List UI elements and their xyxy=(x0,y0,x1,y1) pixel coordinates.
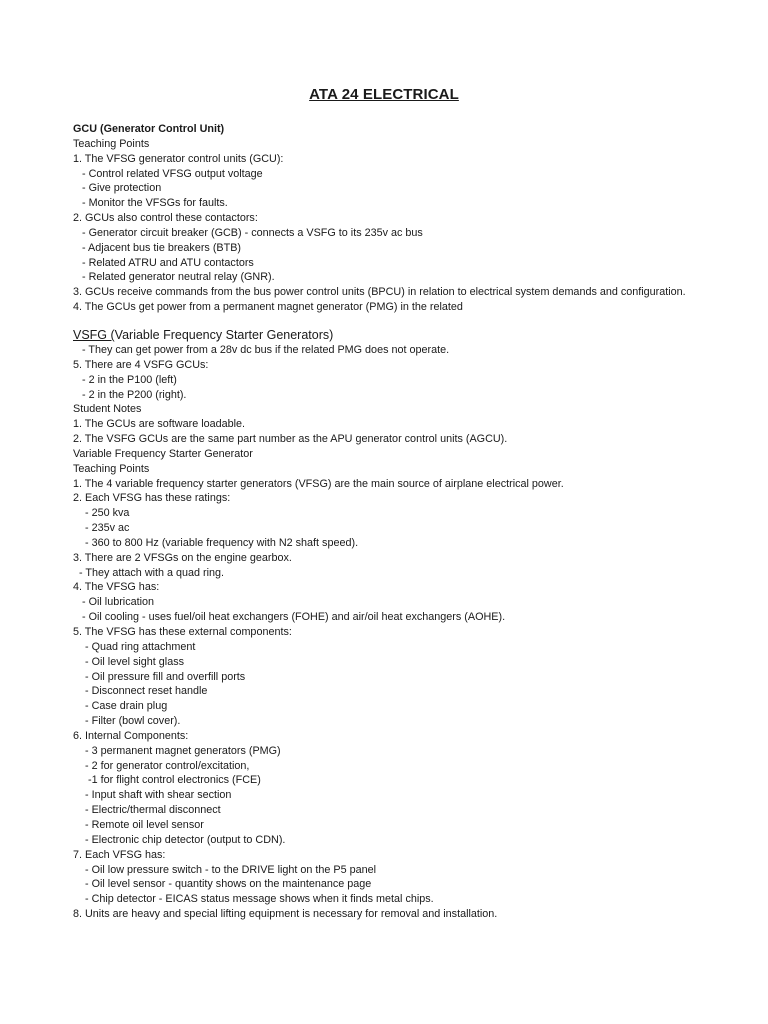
vsfg-section-line: - Oil cooling - uses fuel/oil heat exchangers (FOHE) and air/oil heat exchangers (AOHE). xyxy=(73,611,506,624)
vsfg-section-line: 7. Each VFSG has: xyxy=(73,848,166,861)
gcu-section-line: 3. GCUs receive commands from the bus power control units (BPCU) in relation to electrical system demands and configuration. xyxy=(73,286,686,299)
vsfg-section-line: - Oil low pressure switch - to the DRIVE light on the P5 panel xyxy=(73,863,377,876)
gcu-section-line: - Generator circuit breaker (GCB) - connects a VSFG to its 235v ac bus xyxy=(73,226,423,239)
vsfg-section xyxy=(73,343,713,922)
vsfg-section-line: - Oil lubrication xyxy=(73,596,155,609)
vsfg-section-line: - Electric/thermal disconnect xyxy=(73,804,221,817)
vsfg-section-line: 5. There are 4 VSFG GCUs: xyxy=(73,358,209,371)
document-body xyxy=(73,122,713,922)
vsfg-section-line: - Quad ring attachment xyxy=(73,640,196,653)
vsfg-section-line: 8. Units are heavy and special lifting equipment is necessary for removal and installation. xyxy=(73,908,498,921)
vsfg-section-line: - Oil pressure fill and overfill ports xyxy=(73,670,246,683)
vsfg-section-line: 6. Internal Components: xyxy=(73,729,189,742)
vsfg-section-line: - Case drain plug xyxy=(73,700,168,713)
vsfg-section-line: 4. The VFSG has: xyxy=(73,581,160,594)
vsfg-section-line: - 2 in the P100 (left) xyxy=(73,373,177,386)
gcu-section-line: - Give protection xyxy=(73,182,162,195)
vsfg-section-line: - They attach with a quad ring. xyxy=(73,566,225,579)
vsfg-section-line: - Oil level sight glass xyxy=(73,655,185,668)
gcu-section-line: Teaching Points xyxy=(73,137,150,150)
vsfg-section-line: - 250 kva xyxy=(73,507,130,520)
gcu-section-line: GCU (Generator Control Unit) xyxy=(73,123,225,135)
vsfg-section-line: 2. Each VFSG has these ratings: xyxy=(73,492,231,505)
vsfg-section-line: 5. The VFSG has these external components: xyxy=(73,626,292,638)
vsfg-section-line: - Remote oil level sensor xyxy=(73,818,204,831)
vsfg-section-line: - 235v ac xyxy=(73,522,130,535)
vsfg-section-line: - Oil level sensor - quantity shows on the maintenance page xyxy=(73,878,372,891)
section-gap xyxy=(73,315,713,327)
gcu-section-line: - Adjacent bus tie breakers (BTB) xyxy=(73,241,242,254)
vsfg-section-line: - 2 for generator control/excitation, xyxy=(73,759,250,772)
gcu-section xyxy=(73,122,713,315)
vsfg-section-line: - They can get power from a 28v dc bus if the related PMG does not operate. xyxy=(73,343,450,356)
vsfg-section-line: - 360 to 800 Hz (variable frequency with N2 shaft speed). xyxy=(73,536,359,549)
vsfg-heading-underlined: VSFG ( xyxy=(73,327,115,342)
vsfg-section-line: - 3 permanent magnet generators (PMG) xyxy=(73,744,281,757)
vsfg-heading-rest: Variable Frequency Starter Generators) xyxy=(114,327,334,342)
document-title: ATA 24 ELECTRICAL xyxy=(309,86,459,103)
vsfg-section-line: 2. The VSFG GCUs are the same part number as the APU generator control units (AGCU). xyxy=(73,433,508,446)
vsfg-section-line: Student Notes xyxy=(73,403,142,416)
gcu-section-line: - Related generator neutral relay (GNR). xyxy=(73,271,275,284)
vsfg-section-line: Teaching Points xyxy=(73,462,150,475)
vsfg-section-line: 1. The 4 variable frequency starter generators (VFSG) are the main source of airplane electrical power. xyxy=(73,477,564,490)
vsfg-heading xyxy=(73,327,713,343)
gcu-section-line: 2. GCUs also control these contactors: xyxy=(73,212,258,225)
vsfg-section-line: 1. The GCUs are software loadable. xyxy=(73,418,246,431)
gcu-section-line: - Monitor the VFSGs for faults. xyxy=(73,197,228,210)
vsfg-section-line: - Input shaft with shear section xyxy=(73,789,232,802)
vsfg-section-line: Variable Frequency Starter Generator xyxy=(73,447,253,460)
vsfg-section-line: 3. There are 2 VFSGs on the engine gearbox. xyxy=(73,551,292,564)
vsfg-section-line: - Filter (bowl cover). xyxy=(73,715,181,728)
vsfg-section-line: -1 for flight control electronics (FCE) xyxy=(73,774,261,787)
vsfg-section-line: - Electronic chip detector (output to CDN). xyxy=(73,833,286,846)
gcu-section-line: - Related ATRU and ATU contactors xyxy=(73,256,254,269)
vsfg-section-line: - 2 in the P200 (right). xyxy=(73,388,187,401)
vsfg-section-line: - Disconnect reset handle xyxy=(73,685,208,698)
gcu-section-line: - Control related VFSG output voltage xyxy=(73,167,263,180)
vsfg-section-line: - Chip detector - EICAS status message shows when it finds metal chips. xyxy=(73,893,434,906)
gcu-section-line: 1. The VFSG generator control units (GCU): xyxy=(73,152,284,165)
gcu-section-line: 4. The GCUs get power from a permanent magnet generator (PMG) in the related xyxy=(73,301,463,314)
